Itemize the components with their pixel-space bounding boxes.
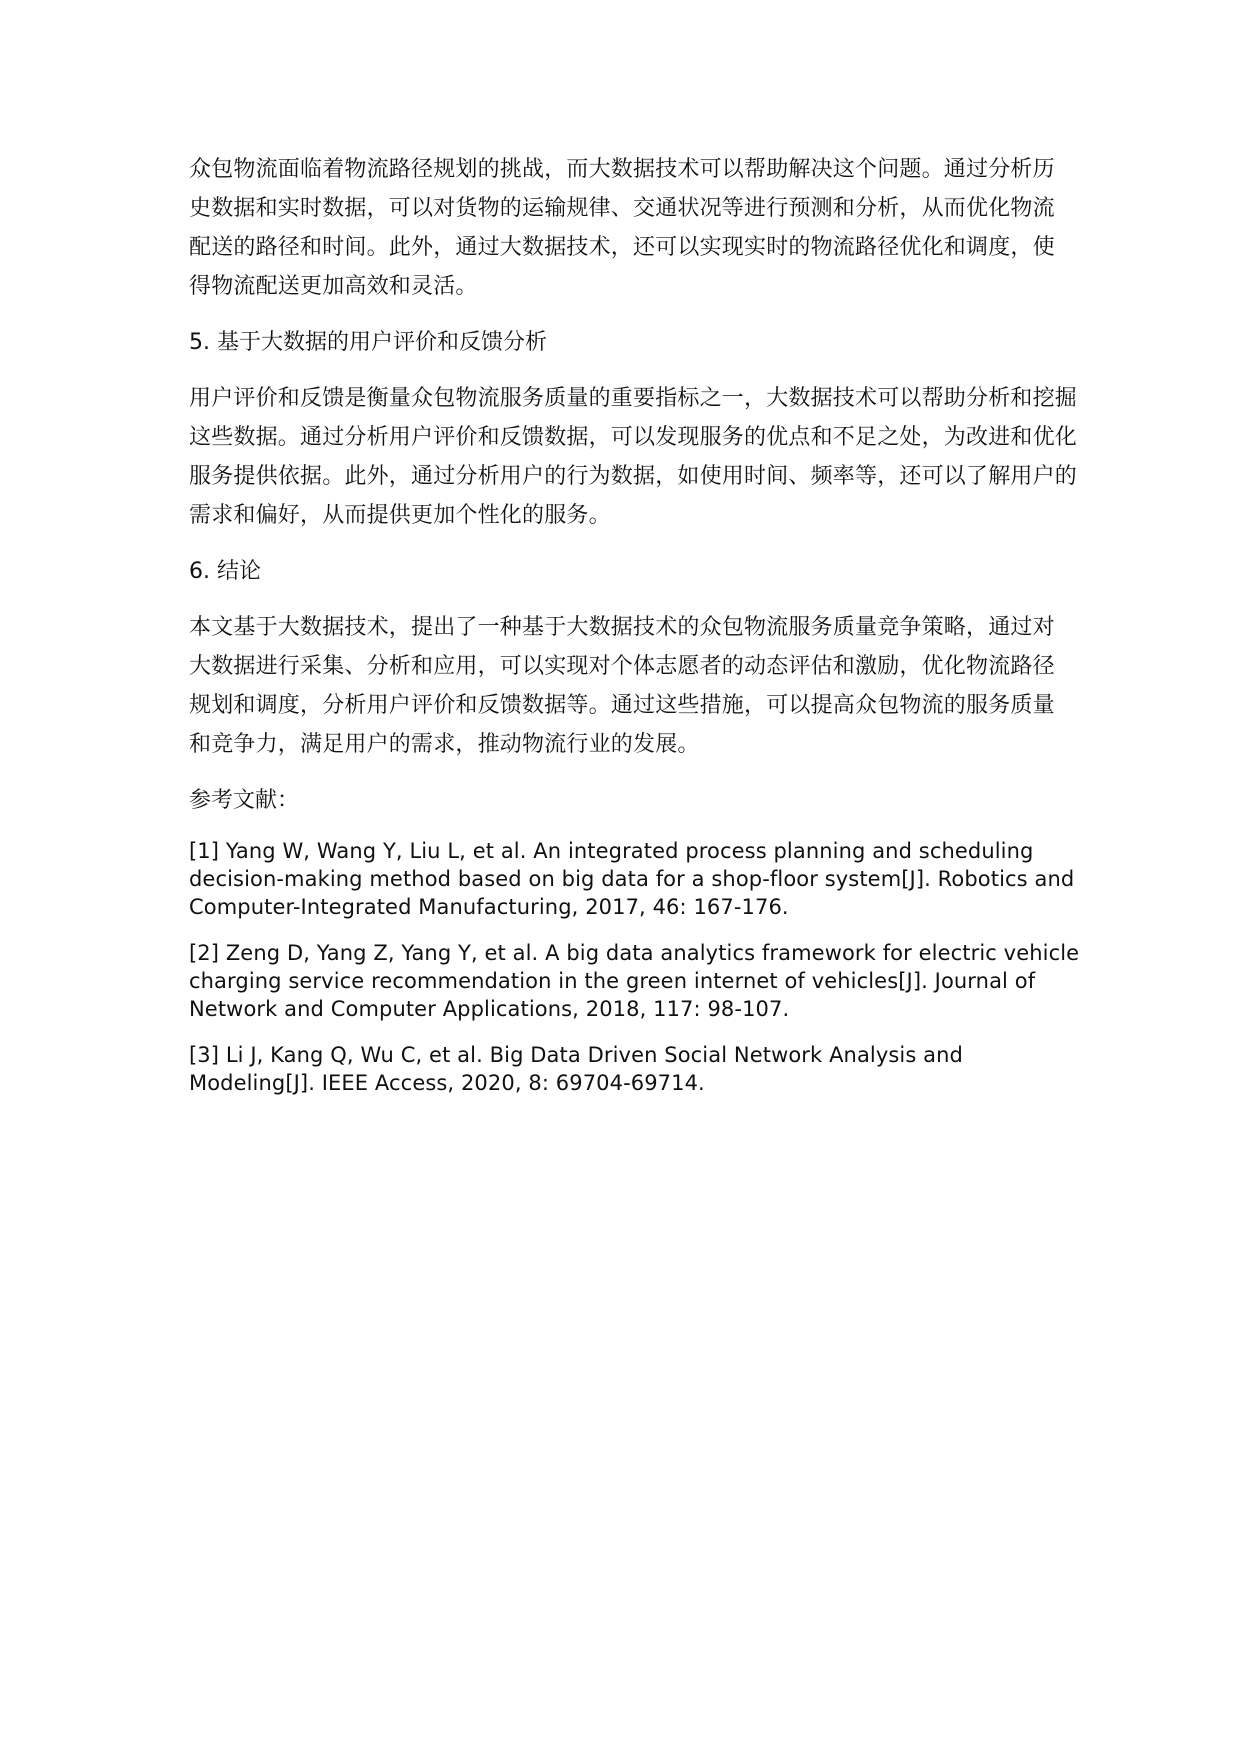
- paragraph-logistics-route: 众包物流面临着物流路径规划的挑战，而大数据技术可以帮助解决这个问题。通过分析历史数据和实时数据，可以对货物的运输规律、交通状况等进行预测和分析，从而优化物流配送的路径和时间。此外，通过大数据技术，还可以实现实时的物流路径优化和调度，使得物流配送更加高效和灵活。: [189, 157, 1055, 299]
- section-heading-5: 5. 基于大数据的用户评价和反馈分析: [189, 330, 547, 355]
- references-title: 参考文献：: [189, 788, 300, 813]
- section-heading-6: 6. 结论: [189, 559, 261, 584]
- paragraph-conclusion: 本文基于大数据技术，提出了一种基于大数据技术的众包物流服务质量竞争策略，通过对大数据进行采集、分析和应用，可以实现对个体志愿者的动态评估和激励，优化物流路径规划和调度，分析用户评价和反馈数据等。通过这些措施，可以提高众包物流的服务质量和竞争力，满足用户的需求，推动物流行业的发展。: [189, 615, 1055, 757]
- document-content: [189, 150, 1089, 1115]
- paragraph-user-feedback: 用户评价和反馈是衡量众包物流服务质量的重要指标之一，大数据技术可以帮助分析和挖掘这些数据。通过分析用户评价和反馈数据，可以发现服务的优点和不足之处，为改进和优化服务提供依据。此外，通过分析用户的行为数据，如使用时间、频率等，还可以了解用户的需求和偏好，从而提供更加个性化的服务。: [189, 386, 1078, 528]
- reference-item-2: [2] Zeng D, Yang Z, Yang Y, et al. A big data analytics framework for electric vehicle charging service recommendation in the green internet of vehicles[J]. Journal of Network and Computer Applications, 2018, 117: 98-107.: [189, 941, 1080, 1021]
- reference-item-3: [3] Li J, Kang Q, Wu C, et al. Big Data Driven Social Network Analysis and Modeling[J]. IEEE Access, 2020, 8: 69704-69714.: [189, 1043, 963, 1095]
- reference-item-1: [1] Yang W, Wang Y, Liu L, et al. An integrated process planning and scheduling decision-making method based on big data for a shop-floor system[J]. Robotics and Computer-Integrated Manufacturing, 2017, 46: 167-176.: [189, 839, 1075, 919]
